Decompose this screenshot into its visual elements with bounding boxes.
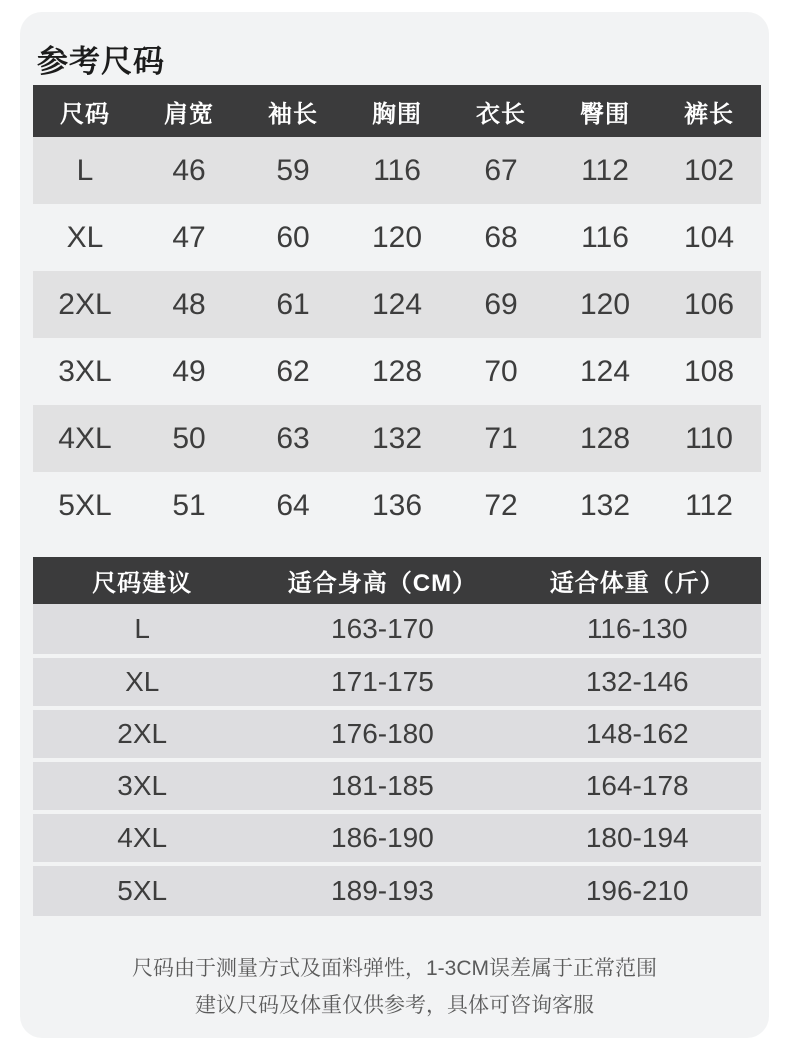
- value-cell: 102: [657, 137, 761, 204]
- value-cell: 132: [345, 405, 449, 472]
- column-header: 袖长: [241, 85, 345, 137]
- size-label-cell: XL: [33, 656, 251, 708]
- value-cell: 171-175: [251, 656, 513, 708]
- value-cell: 120: [371, 220, 423, 254]
- value-cell: 48: [137, 271, 241, 338]
- column-header: 适合身高（CM）: [251, 557, 513, 604]
- value-cell: 106: [657, 271, 761, 338]
- suggestion-table-head: [33, 557, 761, 604]
- value-cell: 68: [484, 220, 518, 254]
- suggestion-header-row: [33, 557, 761, 604]
- size-label-cell: L: [33, 137, 137, 204]
- suggestion-table-body: [33, 604, 761, 916]
- value-cell: 64: [276, 488, 310, 522]
- footer-note: [20, 950, 769, 1024]
- size-label-cell: 2XL: [33, 271, 137, 338]
- column-header: 裤长: [657, 85, 761, 137]
- value-cell: 60: [276, 220, 310, 254]
- measurement-table-head: [33, 85, 761, 137]
- table-row: [33, 812, 761, 864]
- size-label-cell: 4XL: [33, 812, 251, 864]
- footer-note-line1: 尺码由于测量方式及面料弹性，1-3CM误差属于正常范围: [131, 957, 657, 980]
- value-cell: 47: [172, 220, 206, 254]
- value-cell: 136: [371, 488, 423, 522]
- column-header: 尺码: [33, 85, 137, 137]
- value-cell: 46: [137, 137, 241, 204]
- column-header: 衣长: [449, 85, 553, 137]
- value-cell: 116: [581, 220, 629, 254]
- table-row: [33, 864, 761, 916]
- table-row: [33, 204, 761, 271]
- value-cell: 49: [172, 354, 206, 388]
- value-cell: 120: [553, 271, 657, 338]
- table-row: [33, 604, 761, 656]
- size-label-cell: 2XL: [33, 708, 251, 760]
- size-label-cell: 5XL: [33, 864, 251, 916]
- value-cell: 124: [579, 354, 631, 388]
- size-label-cell: 3XL: [58, 354, 112, 388]
- value-cell: 124: [345, 271, 449, 338]
- footer-note-line2: 建议尺码及体重仅供参考，具体可咨询客服: [195, 994, 594, 1017]
- value-cell: 69: [449, 271, 553, 338]
- value-cell: 180-194: [513, 812, 761, 864]
- value-cell: 116: [345, 137, 449, 204]
- value-cell: 63: [241, 405, 345, 472]
- column-header: 臀围: [553, 85, 657, 137]
- value-cell: 51: [172, 488, 206, 522]
- value-cell: 67: [449, 137, 553, 204]
- value-cell: 116-130: [513, 604, 761, 656]
- value-cell: 148-162: [513, 708, 761, 760]
- value-cell: 181-185: [251, 760, 513, 812]
- value-cell: 70: [484, 354, 518, 388]
- table-row: [33, 338, 761, 405]
- size-label-cell: L: [33, 604, 251, 656]
- table-row: [33, 760, 761, 812]
- value-cell: 128: [553, 405, 657, 472]
- value-cell: 112: [553, 137, 657, 204]
- size-label-cell: XL: [66, 220, 104, 254]
- value-cell: 71: [449, 405, 553, 472]
- value-cell: 128: [371, 354, 423, 388]
- value-cell: 50: [137, 405, 241, 472]
- value-cell: 62: [276, 354, 310, 388]
- value-cell: 164-178: [513, 760, 761, 812]
- value-cell: 108: [683, 354, 735, 388]
- size-label-cell: 3XL: [33, 760, 251, 812]
- column-header: 胸围: [345, 85, 449, 137]
- measurement-table: [33, 85, 761, 539]
- value-cell: 104: [683, 220, 735, 254]
- value-cell: 196-210: [513, 864, 761, 916]
- suggestion-table: [33, 557, 761, 916]
- value-cell: 163-170: [251, 604, 513, 656]
- table-row: [33, 656, 761, 708]
- value-cell: 72: [484, 488, 518, 522]
- column-header: 适合体重（斤）: [513, 557, 761, 604]
- value-cell: 59: [241, 137, 345, 204]
- table-row: [33, 271, 761, 338]
- value-cell: 112: [685, 488, 733, 522]
- size-label-cell: 4XL: [33, 405, 137, 472]
- table-row: [33, 708, 761, 760]
- size-label-cell: 5XL: [58, 488, 112, 522]
- value-cell: 176-180: [251, 708, 513, 760]
- table-row: [33, 405, 761, 472]
- column-header: 肩宽: [137, 85, 241, 137]
- value-cell: 110: [657, 405, 761, 472]
- page-title: 参考尺码: [37, 44, 165, 79]
- measurement-header-row: [33, 85, 761, 137]
- value-cell: 132-146: [513, 656, 761, 708]
- size-chart-card: [20, 12, 769, 1038]
- value-cell: 132: [579, 488, 631, 522]
- value-cell: 186-190: [251, 812, 513, 864]
- value-cell: 189-193: [251, 864, 513, 916]
- column-header: 尺码建议: [33, 557, 251, 604]
- measurement-table-body: [33, 137, 761, 539]
- table-row: [33, 472, 761, 539]
- table-row: [33, 137, 761, 204]
- value-cell: 61: [241, 271, 345, 338]
